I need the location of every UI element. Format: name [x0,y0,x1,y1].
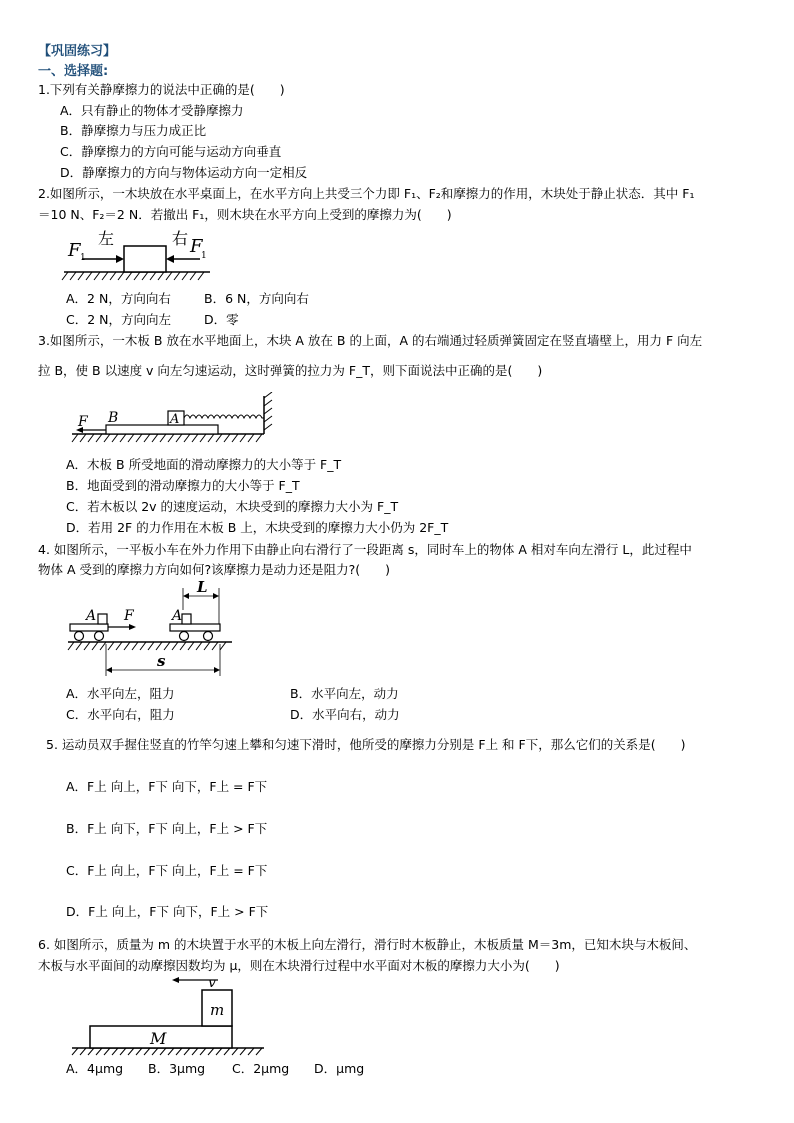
q4-cart-left [70,624,108,631]
q3-label-a: A [170,412,180,427]
q3-board-b [106,425,218,434]
q5-option-a: A．F上 向上，F下 向下，F上 = F下 [66,779,268,794]
q4-option-d: D．水平向右，动力 [290,707,400,722]
q2-label-right: 右 [172,229,189,248]
q4-l-arrowhead [213,593,219,599]
q2-label-f2-sub: 1 [201,251,207,261]
q6-label-m: m [210,1001,225,1019]
q4-figure [66,580,236,682]
q3-option-b: B．地面受到的滑动摩擦力的大小等于 F_T [66,478,300,493]
q2-arrowhead-f2 [166,255,174,263]
q4-l-arrowhead [183,593,189,599]
q2-option-a: A．2 N，方向向右 [66,291,171,306]
q6-stem-line1: 6. 如图所示，质量为 m 的木块置于水平的木板上向左滑行，滑行时木板静止，木板质量 M＝3m，已知木块与木板间、 [38,937,697,952]
section-header: 【巩固练习】 [38,44,117,59]
q3-option-a: A．木板 B 所受地面的滑动摩擦力的大小等于 F_T [66,457,342,472]
q4-label-l: L [197,580,208,596]
q4-label-a-right: A [172,608,183,624]
q1-option-b: B．静摩擦力与压力成正比 [60,123,207,138]
q4-wheel [75,632,84,641]
q4-label-a-left: A [86,608,97,624]
section-title: 一、选择题: [38,64,109,79]
q3-label-f: F [78,414,88,430]
q5-option-b: B．F上 向下，F下 向上，F上 > F下 [66,821,268,836]
q4-wheel [204,632,213,641]
q3-ground-hatch [72,434,262,442]
q3-stem-line2: 拉 B，使 B 以速度 v 向左匀速运动，这时弹簧的拉力为 F_T，则下面说法中正确的是( ) [38,363,543,378]
q6-option-a: A．4μmg [66,1061,124,1076]
q2-arrowhead-f1 [116,255,124,263]
q4-label-s: s [157,652,166,670]
q2-option-b: B．6 N，方向向右 [204,291,309,306]
q2-figure [60,228,220,286]
q3-figure [68,392,283,444]
q4-option-b: B．水平向左，动力 [290,686,399,701]
q3-option-d: D．若用 2F 的力作用在木板 B 上，木块受到的摩擦力大小仍为 2F_T [66,520,449,535]
q4-wheel [95,632,104,641]
q4-stem-line2: 物体 A 受到的摩擦力方向如何?该摩擦力是动力还是阻力?( ) [38,562,391,577]
q6-label-M: M [150,1029,167,1048]
q3-stem-line1: 3.如图所示，一木板 B 放在水平地面上，木块 A 放在 B 的上面，A 的右端通过轻质弹簧固定在竖直墙壁上，用力 F 向左 [38,333,703,348]
q5-option-c: C．F上 向上，F下 向上，F上 = F下 [66,863,268,878]
q6-ground-hatch [72,1048,262,1055]
q3-option-c: C．若木板以 2v 的速度运动，木块受到的摩擦力大小为 F_T [66,499,399,514]
q6-stem-line2: 木板与水平面间的动摩擦因数均为 μ，则在木块滑行过程中水平面对木板的摩擦力大小为( ) [38,958,560,973]
q4-block-a-start [98,614,107,624]
q6-arrowhead-v [172,977,179,983]
q2-label-f1-sub: 1 [80,253,86,263]
q2-block [124,246,166,272]
q6-option-d: D．μmg [314,1061,365,1076]
q4-block-a-end [182,614,191,624]
q4-ground-hatch [68,642,226,650]
q6-label-v: v [208,975,216,991]
q2-label-f1: F [68,240,81,261]
q3-spring [184,415,264,418]
q4-s-arrowhead [214,667,220,673]
q5-stem: 5. 运动员双手握住竖直的竹竿匀速上攀和匀速下滑时，他所受的摩擦力分别是 F上 和 F下，那么它们的关系是( ) [46,737,686,752]
q2-label-left: 左 [98,229,115,248]
q2-label-f2: F [190,236,203,257]
q4-stem-line1: 4. 如图所示，一平板小车在外力作用下由静止向右滑行了一段距离 s，同时车上的物体 A 相对车向左滑行 L，此过程中 [38,542,692,557]
q1-option-c: C．静摩擦力的方向可能与运动方向垂直 [60,144,282,159]
q4-cart-right [170,624,220,631]
q1-stem: 1.下列有关静摩擦力的说法中正确的是( ) [38,82,285,97]
q4-arrowhead-f [129,624,136,630]
q3-label-b: B [108,410,119,426]
q2-option-d: D．零 [204,312,239,327]
q2-option-c: C．2 N，方向向左 [66,312,172,327]
q4-option-c: C．水平向右，阻力 [66,707,175,722]
q4-label-f: F [124,608,134,624]
q4-option-a: A．水平向左，阻力 [66,686,175,701]
q5-option-d: D．F上 向上，F下 向下，F上 > F下 [66,904,269,919]
q2-stem-line1: 2.如图所示，一木块放在水平桌面上，在水平方向上共受三个力即 F₁、F₂和摩擦力的作用，木块处于静止状态．其中 F₁ [38,186,695,201]
q1-option-a: A．只有静止的物体才受静摩擦力 [60,103,244,118]
q1-option-d: D．静摩擦力的方向与物体运动方向一定相反 [60,165,308,180]
q3-wall-hatch [264,392,272,430]
q6-figure [68,974,268,1056]
q2-stem-line2: ＝10 N、F₂＝2 N．若撤出 F₁，则木块在水平方向上受到的摩擦力为( ) [38,207,452,222]
q6-option-b: B．3μmg [148,1061,206,1076]
q6-option-c: C．2μmg [232,1061,290,1076]
q4-s-arrowhead [106,667,112,673]
q4-wheel [180,632,189,641]
